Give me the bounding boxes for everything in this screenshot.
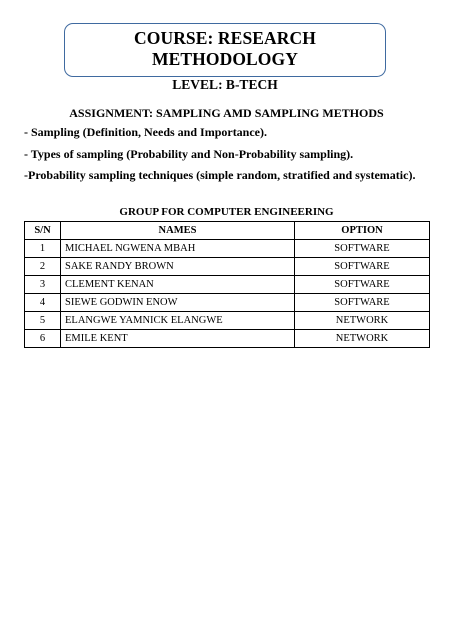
group-members-table bbox=[24, 221, 430, 348]
table-header-row bbox=[25, 222, 430, 240]
table-row bbox=[25, 276, 430, 294]
row-name: SIEWE GODWIN ENOW bbox=[61, 294, 295, 312]
assignment-point-techniques: -Probability sampling techniques (simple random, stratified and systematic). bbox=[24, 168, 416, 182]
column-header-names: NAMES bbox=[61, 222, 295, 240]
row-sn: 6 bbox=[25, 330, 61, 348]
row-sn: 4 bbox=[25, 294, 61, 312]
row-name: MICHAEL NGWENA MBAH bbox=[61, 240, 295, 258]
table-row bbox=[25, 240, 430, 258]
table-row bbox=[25, 330, 430, 348]
row-name: ELANGWE YAMNICK ELANGWE bbox=[61, 312, 295, 330]
row-name: EMILE KENT bbox=[61, 330, 295, 348]
row-sn: 1 bbox=[25, 240, 61, 258]
row-option: NETWORK bbox=[295, 312, 430, 330]
row-option: NETWORK bbox=[295, 330, 430, 348]
row-sn: 5 bbox=[25, 312, 61, 330]
course-level: LEVEL: B-TECH bbox=[172, 77, 278, 92]
assignment-point-sampling: - Sampling (Definition, Needs and Importance). bbox=[24, 125, 268, 139]
row-name: CLEMENT KENAN bbox=[61, 276, 295, 294]
column-header-sn: S/N bbox=[25, 222, 61, 240]
assignment-title: ASSIGNMENT: SAMPLING AMD SAMPLING METHODS bbox=[69, 106, 384, 120]
row-option: SOFTWARE bbox=[295, 276, 430, 294]
course-header-box bbox=[64, 23, 386, 92]
column-header-option: OPTION bbox=[295, 222, 430, 240]
assignment-point-types: - Types of sampling (Probability and Non-Probability sampling). bbox=[24, 147, 354, 161]
row-option: SOFTWARE bbox=[295, 294, 430, 312]
row-name: SAKE RANDY BROWN bbox=[61, 258, 295, 276]
row-option: SOFTWARE bbox=[295, 258, 430, 276]
row-sn: 2 bbox=[25, 258, 61, 276]
course-title: COURSE: RESEARCH METHODOLOGY bbox=[134, 28, 316, 69]
row-sn: 3 bbox=[25, 276, 61, 294]
row-option: SOFTWARE bbox=[295, 240, 430, 258]
group-title: GROUP FOR COMPUTER ENGINEERING bbox=[119, 206, 334, 218]
table-row bbox=[25, 312, 430, 330]
table-row bbox=[25, 294, 430, 312]
table-row bbox=[25, 258, 430, 276]
